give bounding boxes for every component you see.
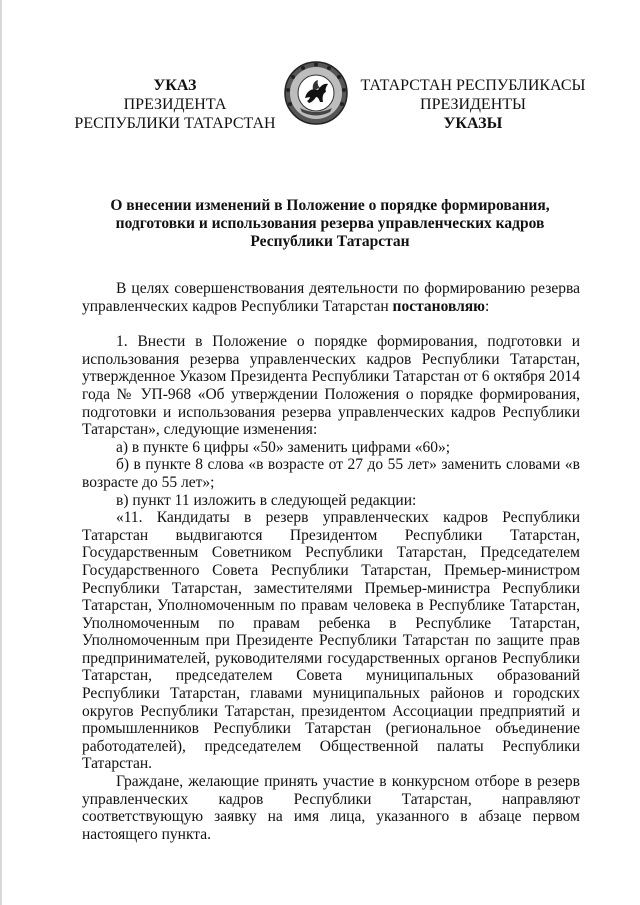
point-11-text: «11. Кандидаты в резерв управленческих кадров Республики Татарстан выдвигаются Президентом Республики Татарстан, Государственным Советником Республики Татарстан, Председателем Государственного Совета Республики Татарстан, Премьер-министром Республики Татарстан, заместителями Премьер-министра Республики Татарстан, Уполномоченным по правам человека в Республике Татарстан, Уполномоченным по правам ребенка в Республике Татарстан, Уполномоченным при Президенте Республики Татарстан по защите прав предпринимателей, руководителями государственных органов Республики Татарстан, председателем Совета муниципальных образований Республики Татарстан, главами муниципальных районов и городских округов Республики Татарстан, президентом Ассоциации предприятий и промышленников Республики Татарстан (региональное объединение работодателей), председателем Общественной палаты Республики Татарстан.	[82, 509, 580, 773]
preamble	[82, 280, 580, 315]
subpoint-a: а) в пункте 6 цифры «50» заменить цифрами «60»;	[116, 438, 451, 456]
preamble-text: В целях совершенствования деятельности по формированию резерва управленческих кадров Республики Татарстан	[82, 280, 580, 315]
header-russian	[70, 76, 280, 133]
header-tatar-line-3: УКАЗЫ	[443, 115, 503, 132]
header-tatar	[358, 76, 588, 133]
title-line-1: О внесении изменений в Положение о порядке формирования,	[110, 197, 550, 214]
title-line-3: Республики Татарстан	[250, 233, 410, 250]
tatarstan-coat-of-arms-icon	[283, 60, 349, 126]
paragraph-1: 1. Внести в Положение о порядке формирования, подготовки и использования резерва управленческих кадров Республики Татарстан, утвержденное Указом Президента Республики Татарстан от 6 октября 2014 года № УП-968 «Об утверждении Положения о порядке формирования, подготовки и использования резерва управленческих кадров Республики Татарстан», следующие изменения:	[82, 333, 580, 439]
header-russian-line-2: ПРЕЗИДЕНТА	[123, 96, 227, 113]
preamble-end: :	[485, 297, 490, 315]
title-line-2: подготовки и использования резерва управленческих кадров	[115, 215, 545, 232]
citizens-paragraph: Граждане, желающие принять участие в конкурсном отборе в резерв управленческих кадров Республики Татарстан, направляют соответствующую заявку на имя лица, указанного в абзаце первом настоящего пункта.	[82, 773, 580, 843]
decree-title	[100, 197, 560, 251]
subpoint-c: в) пункт 11 изложить в следующей редакции:	[116, 491, 417, 509]
header-tatar-line-2: ПРЕЗИДЕНТЫ	[420, 96, 526, 113]
header-russian-line-1: УКАЗ	[153, 77, 197, 94]
header-russian-line-3: РЕСПУБЛИКИ ТАТАРСТАН	[74, 115, 276, 132]
scan-edge	[0, 0, 2, 905]
header-tatar-line-1: ТАТАРСТАН РЕСПУБЛИКАСЫ	[360, 77, 586, 94]
decree-body	[82, 280, 580, 843]
preamble-emphasis: постановляю	[392, 297, 486, 315]
subpoint-b: б) в пункте 8 слова «в возрасте от 27 до 55 лет» заменить словами «в возрасте до 55 лет»;	[82, 456, 580, 491]
